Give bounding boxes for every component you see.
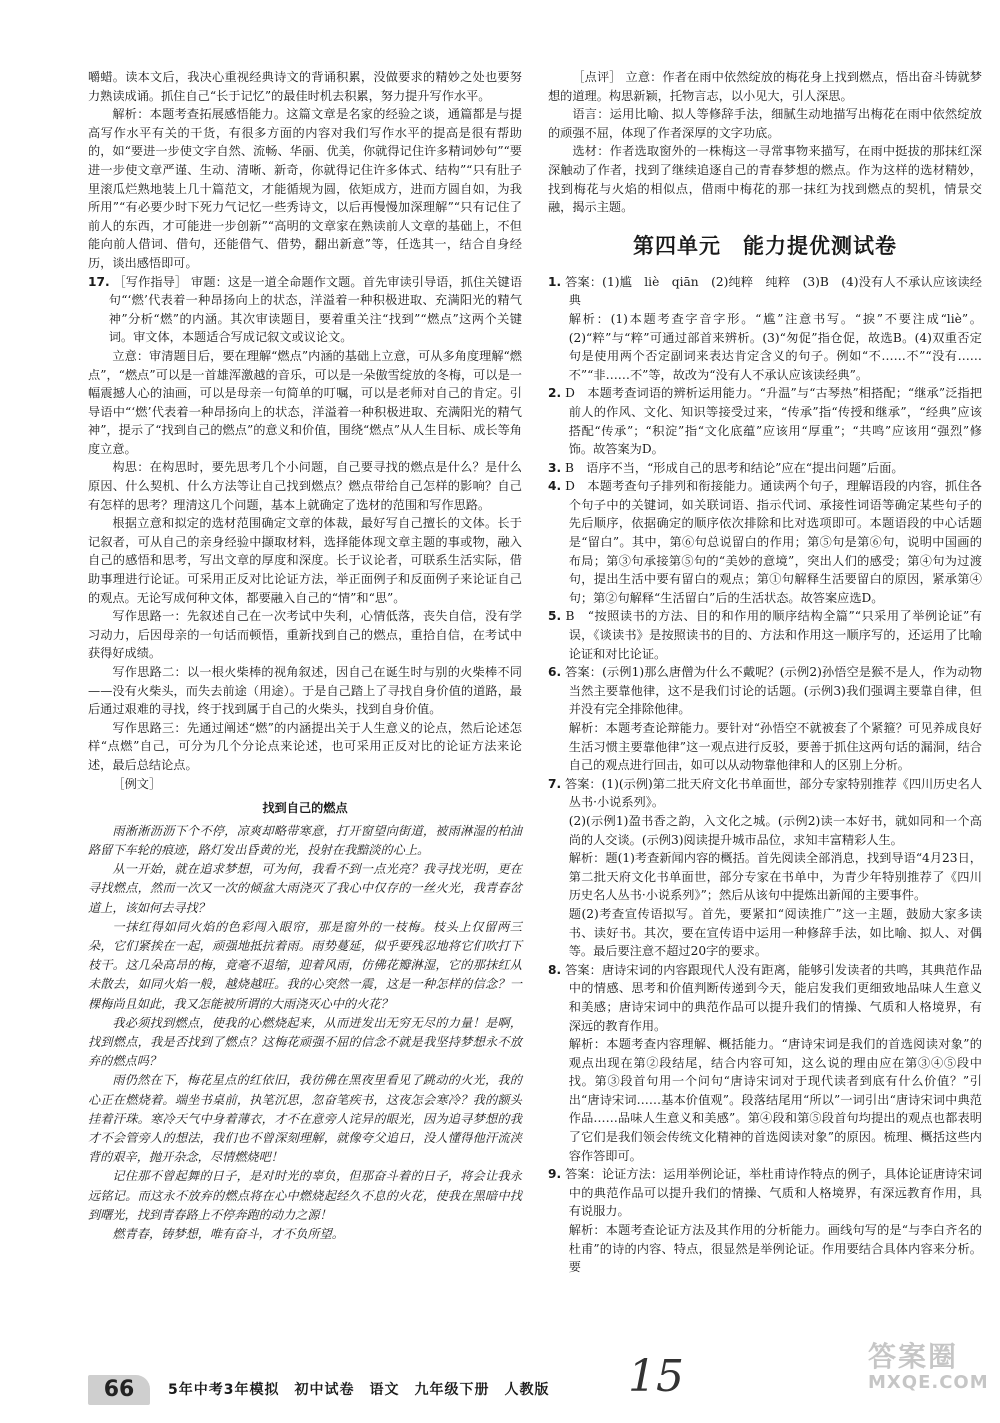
analysis-paragraph: 解析：本题考查拓展感悟能力。这篇文章是名家的经验之谈，通篇都是与提高写作水平有关的干货，有很多方面的内容对我们写作水平的提高是很有帮助的，如“要进一步使文字自然、流畅、华丽、优美，你就得记住许多精词妙句”“要进一步使文章严谨、生动、清晰、新奇，你就得记住许多体式、结构”“只有肚子里滚瓜烂熟地装上几十篇范文，才能循规为圆，依矩成方，进而方圆自如，为我所用”“有必要少时下死力气记忆一些秀诗文，以后再慢慢加深理解”“只有记住了前人的东西，才可能进一步创新”“高明的文章家在熟读前人文章的基础上，不但能向前人借词、借句，还能借气、借势，翻出新意”等，任选其一，结合自身经历，谈出感悟即可。: [88, 107, 522, 270]
question-number: 6.: [548, 665, 562, 680]
comment-paragraph: 选材：作者选取窗外的一株梅这一寻常事物来描写，在雨中挺拔的那抹红深深触动了作者，找到了继续追逐自己的青春梦想的燃点。作为这样的选材精妙，找到梅花与火焰的相似点，借雨中梅花的那一抹红为找到燃点的契机，情景交融，揭示主题。: [548, 144, 982, 215]
writing-guide-text: ［写作指导］ 审题：这是一道全命题作文题。首先审读引导语，抓住关键语句“‘燃’代表着一种昂扬向上的状态，洋溢着一种积极进取、充满阳光的精气神”分析“燃”的内涵。其次审读题目，要着重关注“找到”“燃点”这两个关键词。审文体，本题适合写成记叙文或议论文。: [108, 274, 523, 345]
answer-text: D 本题考查词语的辨析运用能力。“升温”与“古琴热”相搭配；“继承”泛指把前人的作风、文化、知识等接受过来，“传承”指“传授和继承”，“经典”应该搭配“传承”；“积淀”指“文化底蕴”应该用“厚重”；“共鸣”应该用“强烈”修饰。故答案为D。: [565, 386, 983, 457]
writing-guide-paragraph: 写作思路一：先叙述自己在一次考试中失利，心情低落，丧失自信，没有学习动力，后因母亲的一句话而顿悟，重新找到自己的燃点，重拾自信，在考试中获得好成绩。: [88, 609, 522, 661]
essay-paragraph: 雨淅淅沥沥下个不停，凉爽却略带寒意，打开窗望向街道，被雨淋湿的柏油路留下车轮的痕迹，路灯发出昏黄的光，投射在我黯淡的心上。: [88, 823, 522, 857]
writing-guide-paragraph: 写作思路三：先通过阐述“燃”的内涵提出关于人生意义的论点，然后论述怎样“点燃”自己，可分为几个分论点来论述，也可采用正反对比的论证方法来论述，最后总结论点。: [88, 720, 522, 772]
question-number: 3.: [548, 460, 562, 475]
analysis-text: 解析：本题考查论证方法及其作用的分析能力。画线句写的是“与李白齐名的杜甫”的诗的内容、特点，很显然是举例论证。作用要结合具体内容来分析。要: [568, 1223, 982, 1275]
example-label: ［例文］: [112, 776, 162, 791]
analysis-text: 解析：本题考查内容理解、概括能力。“唐诗宋词是我们的首选阅读对象”的观点出现在第②段结尾，结合内容可知，这么说的理由应在第③④⑤段中找。第③段首句用一个问句“唐诗宋词对于现代读者到底有什么价值？”引出“唐诗宋词……基本价值观”。段落结尾用“所以”一词引出“唐诗宋词中典范作品……品味人生意义和美感”。第④段和第⑤段首句均提出的观点也都表明了它们是我们领会传统文化精神的首选阅读对象”的原因。梳理、概括这些内容作答即可。: [568, 1037, 982, 1163]
writing-guide-paragraph: 立意：审清题目后，要在理解“燃点”内涵的基础上立意，可从多角度理解“燃点”，“燃点”可以是一首雄浑激越的音乐，可以是一朵傲雪绽放的冬梅，可以是一幅震撼人心的油画，可以是母亲一句简单的叮嘱，可以是老师对自己的肯定。引导语中“‘燃’代表着一种昂扬向上的状态，洋溢着一种积极进取、充满阳光的精气神”，提示了“找到自己的燃点”的意义和价值，围绕“燃点”从人生目标、成长等角度立意。: [88, 348, 522, 456]
essay-paragraph: 记住那不曾起舞的日子，是对时光的辜负，但那奋斗着的日子，将会让我永远铭记。而这永不放弃的燃点将在心中燃烧起经久不息的火花，使我在黑暗中找到曙光，找到青春路上不停奔跑的动力之源！: [88, 1169, 522, 1222]
question-3: [548, 459, 982, 478]
analysis-text: 解析：本题考查论辩能力。要针对“孙悟空不就被套了个紧箍？可见养成良好生活习惯主要靠他律”这一观点进行反驳，要善于抓住这两句话的漏洞，结合自己的观点进行回击，如可以从动物靠他律和人的区别上分析。: [568, 721, 982, 773]
writing-guide-paragraph: 根据立意和拟定的选材范围确定文章的体裁，最好写自己擅长的文体。长于记叙者，可从自己的亲身经验中撷取材料，选择能体现文章主题的事或物，融入自己的感悟和思考，写出文章的厚度和深度。长于议论者，可联系生活实际，借助事理进行论证。可采用正反对比论证方法，举正面例子和反面例子来论证自己的观点。无论写成何种文体，都要融入自己的“情”和“思”。: [88, 516, 522, 605]
page-footer: [88, 1375, 988, 1415]
answer-text: 答案：(1)尴 liè qiān (2)纯粹 纯粹 (3)B (4)没有人不承认应该读经典: [565, 274, 982, 308]
essay-paragraph: 雨仍然在下，梅花星点的红依旧，我彷佛在黑夜里看见了跳动的火光，我的心正在燃烧着。端坐书桌前，执笔沉思，忽奋笔疾书，这夜怎会寒冷？我的额头挂着汗珠。寒冷天气中身着薄衣，才不在意旁人诧异的眼光，因为追寻梦想的我才不会管旁人的想法，我们也不曾深刻理解，就像夸父追日，没人懂得他汗流浃背的艰辛，抛开杂念，尽情燃烧吧！: [88, 1073, 522, 1165]
answer-text: B “按照读书的方法、目的和作用的顺序结构全篇”“只采用了举例论证”有误，《谈读书》是按照读书的目的、方法和作用这一顺序写的，还运用了比喻论证和对比论证。: [565, 609, 982, 661]
book-title: 5年中考3年模拟 初中试卷 语文 九年级下册 人教版: [168, 1382, 550, 1398]
answer-text: 答案：论证方法：运用举例论证，举杜甫诗作特点的例子，具体论证唐诗宋词中的典范作品可以提升我们的情操、气质和人格境界，有深远教育作用，具有说服力。: [565, 1167, 983, 1219]
question-number: 1.: [548, 274, 562, 289]
page-number: 66: [88, 1375, 150, 1405]
question-17: [88, 273, 522, 347]
left-column: [88, 68, 522, 1244]
writing-guide-paragraph: 构思：在构思时，要先思考几个小问题，自己要寻找的燃点是什么？是什么原因、什么契机、什么方法等让自己找到燃点？燃点带给自己怎样的影响？自己有怎样的思考？理清这几个问题，基本上就确定了选材的范围和写作思路。: [88, 460, 522, 512]
comment-paragraph: ［点评］ 立意：作者在雨中依然绽放的梅花身上找到燃点，悟出奋斗铸就梦想的道理。构思新颖，托物言志，以小见大，引人深思。: [548, 70, 982, 103]
analysis-text: 解析：题(1)考查新闻内容的概括。首先阅读全部消息，找到导语“4月23日，第二批天府文化书单面世，部分专家在书单中，为青少年特别推荐了《四川历史名人丛书·小说系列》”；然后从该句中提炼出新闻的主要事件。: [568, 851, 982, 903]
essay-paragraph: 从一开始，就在追求梦想，可为何，我看不到一点光亮？我寻找光明，更在寻找燃点，然而一次又一次的倾盆大雨浇灭了我心中仅存的一丝火光，我青春岔道上，该如何去寻找？: [88, 862, 522, 915]
analysis-text: 解析：(1)本题考查字音字形。“尴”注意书写。“捩”不要注成“liè”。(2)“粹”与“粹”可通过部首来辨析。(3)“匆促”指仓促，故选B。(4)双重否定句是使用两个否定副词来表达肯定含义的句子。例如“不……不”“没有……不”“非……不”等，故改为“没有人不承认应该读经典”。: [568, 311, 982, 382]
answer-text: 答案：(示例1)那么唐僧为什么不戴呢？(示例2)孙悟空是猴不是人，作为动物当然主要靠他律，这不是我们讨论的话题。(示例3)我们强调主要靠自律，但并没有完全排除他律。: [565, 665, 983, 717]
question-number: 7.: [548, 776, 562, 791]
question-number: 8.: [548, 962, 562, 977]
question-number: 2.: [548, 386, 562, 401]
answer-text: 答案：唐诗宋词的内容跟现代人没有距离，能够引发读者的共鸣，其典范作品中的情感、思考和价值判断传递到今天，能启发我们更细致地品味人生意义和美感；唐诗宋词中的典范作品可以提升我们的情操、气质和人格境界，有深远的教育作用。: [565, 962, 983, 1033]
question-7: [548, 775, 982, 812]
question-number: 17.: [88, 274, 110, 289]
handwritten-mark: 15: [628, 1351, 684, 1402]
question-number: 5.: [548, 609, 562, 624]
paragraph: 嚼蜡。读本文后，我决心重视经典诗文的背诵积累，没做要求的精妙之处也要努力熟读成诵。抓住自己“长于记忆”的最佳时机去积累，努力提升写作水平。: [88, 70, 522, 103]
question-6: [548, 663, 982, 719]
question-5: [548, 607, 982, 663]
essay-title: 找到自己的燃点: [262, 801, 348, 816]
answer-text: B 语序不当，“形成自己的思考和结论”应在“提出问题”后面。: [565, 460, 904, 475]
analysis-text: 题(2)考查宣传语拟写。首先，要紧扣“阅读推广”这一主题，鼓励大家多读书、读好书。其次，要在宣传语中运用一种修辞手法，如比喻、拟人、对偶等。最后要注意不超过20字的要求。: [568, 906, 982, 959]
question-9: [548, 1165, 982, 1221]
example-essay: [88, 822, 522, 1244]
question-2: [548, 384, 982, 458]
right-column: [548, 68, 982, 1277]
watermark-text: 答案圈: [868, 1340, 959, 1373]
question-8: [548, 961, 982, 1035]
writing-guide-paragraph: 写作思路二：以一根火柴棒的视角叙述，因自己在诞生时与别的火柴棒不同——没有火柴头，而失去前途（用途）。于是自己踏上了寻找自身价值的道路，最后通过艰难的寻找，终于找到属于自己的火柴头，找到自身价值。: [88, 665, 522, 717]
answer-text: D 本题考查句子排列和衔接能力。通读两个句子，理解语段的内容，抓住各个句子中的关键词，如关联词语、指示代词、承接性词语等确定某些句子的先后顺序，依据确定的顺序依次排除和比对选项即可。本题语段的中心话题是“留白”。其中，第⑥句总说留白的作用；第⑤句是第⑥句，说明中国画的布局；第③句承接第⑤句的“美妙的意境”，突出人们的感受；第④句为过渡句，提出生活中要有留白的观点；第①句解释生活要留白的原因，紧承第④句；第②句解释“生活留白”后的生活状态。故答案应选D。: [565, 479, 982, 605]
comment-paragraph: 语言：运用比喻、拟人等修辞手法，细腻生动地描写出梅花在雨中依然绽放的顽强不屈，体现了作者深厚的文字功底。: [548, 107, 982, 140]
watermark-logo: [868, 1340, 993, 1410]
essay-paragraph: 燃青春，铸梦想，唯有奋斗，才不负所望。: [112, 1227, 344, 1242]
question-4: [548, 477, 982, 607]
essay-paragraph: 一抹红得如同火焰的色彩闯入眼帘，那是窗外的一枝梅。枝头上仅留两三朵，它们紧挨在一起，顽强地抵抗着雨。雨势蔓延，似乎要残忍地将它们吹打下枝干。这几朵高昂的梅，竟毫不退缩，迎着风雨，仿佛花瓣淋湿，它的那抹红从未散去，如同火焰一般，越烧越旺。我的心突然一震，这是一种怎样的信念？一棵梅尚且如此，我又怎能被所谓的大雨浇灭心中的火花？: [88, 919, 522, 1011]
question-number: 4.: [548, 479, 562, 494]
answer-text: (2)(示例1)盈书香之韵，入文化之城。(示例2)读一本好书，就如同和一个高尚的人交谈。(示例3)阅读提升城市品位，求知丰富精彩人生。: [568, 813, 982, 847]
answer-text: 答案：(1)(示例)第二批天府文化书单面世，部分专家特别推荐《四川历史名人丛书·小说系列》。: [565, 776, 983, 810]
unit-title: 第四单元 能力提优测试卷: [633, 233, 897, 258]
essay-paragraph: 我必须找到燃点，使我的心燃烧起来，从而迸发出无穷无尽的力量！是啊，找到燃点，我是否找到了燃点？这梅花顽强不屈的信念不就是我坚持梦想永不放弃的燃点吗？: [88, 1015, 522, 1069]
question-1: [548, 273, 982, 310]
question-number: 9.: [548, 1167, 562, 1182]
watermark-url: MXQE.COM: [868, 1372, 989, 1393]
